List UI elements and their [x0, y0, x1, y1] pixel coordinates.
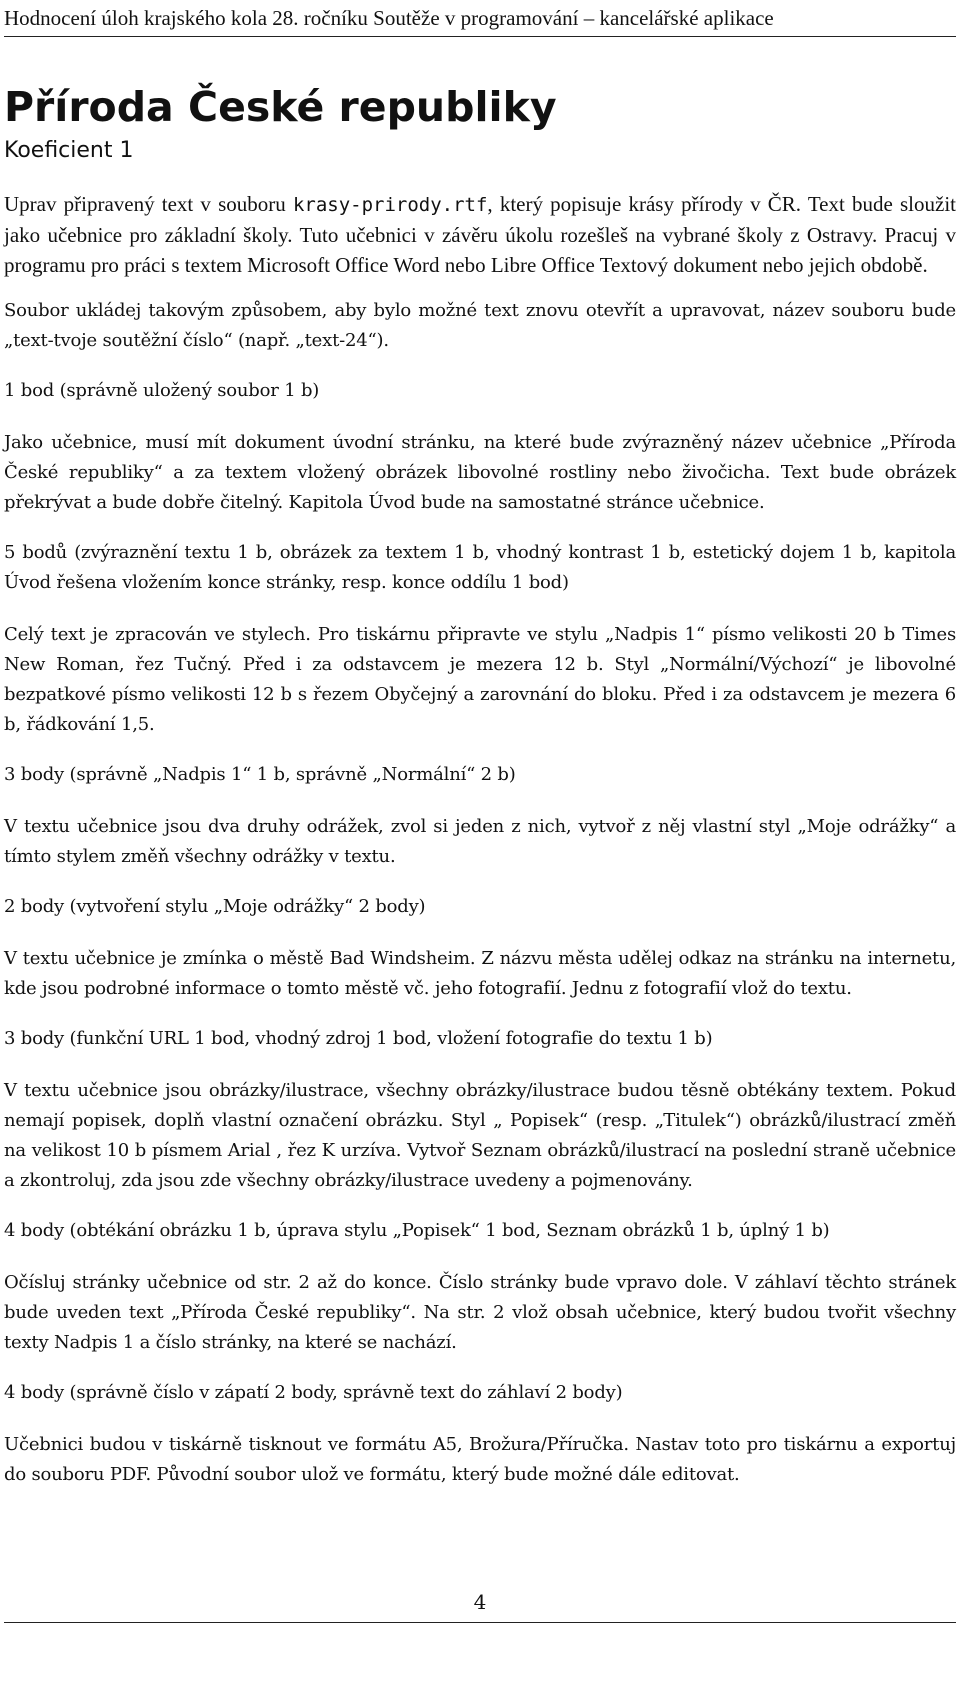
task-body: [4, 296, 956, 1490]
task-paragraph: Jako učebnice, musí mít dokument úvodní stránku, na které bude zvýrazněný název učebnice „Příroda České republiky“ a za textem vložený obrázek libovolné rostliny nebo živočicha. Text bude obrázek překrývat a bude dobře čitelný. Kapitola Úvod bude na samostatné stránce učebnice.: [4, 432, 956, 513]
intro-filename: krasy-prirody.rtf: [292, 194, 488, 216]
footer-divider: [4, 1622, 956, 1623]
running-header: Hodnocení úloh krajského kola 28. ročníku Soutěže v programování – kancelářské aplikace: [4, 0, 956, 37]
score-line: 4 body (obtékání obrázku 1 b, úprava stylu „Popisek“ 1 bod, Seznam obrázků 1 b, úplný 1 b): [4, 1220, 830, 1241]
intro-paragraph: [4, 189, 956, 280]
score-line: 3 body (správně „Nadpis 1“ 1 b, správně „Normální“ 2 b): [4, 764, 516, 785]
intro-text-after: , který popisuje krásy přírody v ČR. Text bude sloužit jako učebnice pro základní školy. Tuto učebnici v závěru úkolu rozešleš na vybrané školy z Ostravy. Pracuj v programu pro práci s textem Microsoft Office Word nebo Libre Office Textový dokument nebo jejich obdobě.: [4, 192, 956, 277]
task-paragraph: V textu učebnice jsou dva druhy odrážek, zvol si jeden z nich, vytvoř z něj vlastní styl „Moje odrážky“ a tímto stylem změň všechny odrážky v textu.: [4, 816, 956, 867]
task-paragraph: V textu učebnice je zmínka o městě Bad Windsheim. Z názvu města udělej odkaz na stránku na internetu, kde jsou podrobné informace o tomto městě vč. jeho fotografií. Jednu z fotografií vlož do textu.: [4, 948, 956, 999]
intro-text-before: Uprav připravený text v souboru: [4, 192, 293, 216]
score-line: 2 body (vytvoření stylu „Moje odrážky“ 2 body): [4, 896, 426, 917]
task-paragraph: Učebnici budou v tiskárně tisknout ve formátu A5, Brožura/Příručka. Nastav toto pro tiskárnu a exportuj do souboru PDF. Původní soubor ulož ve formátu, který bude možné dále editovat.: [4, 1434, 956, 1485]
page-number: 4: [473, 1590, 487, 1614]
score-line: 4 body (správně číslo v zápatí 2 body, správně text do záhlaví 2 body): [4, 1382, 623, 1403]
page-title: Příroda České republiky: [4, 83, 557, 131]
task-paragraph: V textu učebnice jsou obrázky/ilustrace, všechny obrázky/ilustrace budou těsně obtékány textem. Pokud nemají popisek, doplň vlastní označení obrázku. Styl „ Popisek“ (resp. „Titulek“) obrázků/ilustrací změň na velikost 10 b písmem Arial , řez K urzíva. Vytvoř Seznam obrázků/ilustrací na poslední straně učebnice a zkontroluj, zda jsou zde všechny obrázky/ilustrace uvedeny a pojmenovány.: [4, 1080, 956, 1191]
task-paragraph: Celý text je zpracován ve stylech. Pro tiskárnu připravte ve stylu „Nadpis 1“ písmo velikosti 20 b Times New Roman, řez Tučný. Před i za odstavcem je mezera 12 b. Styl „Normální/Výchozí“ je libovolné bezpatkové písmo velikosti 12 b s řezem Obyčejný a zarovnání do bloku. Před i za odstavcem je mezera 6 b, řádkování 1,5.: [4, 624, 956, 735]
task-paragraph: Očísluj stránky učebnice od str. 2 až do konce. Číslo stránky bude vpravo dole. V záhlaví těchto stránek bude uveden text „Příroda České republiky“. Na str. 2 vlož obsah učebnice, který budou tvořit všechny texty Nadpis 1 a číslo stránky, na které se nachází.: [4, 1272, 956, 1353]
score-line: 5 bodů (zvýraznění textu 1 b, obrázek za textem 1 b, vhodný kontrast 1 b, estetický dojem 1 b, kapitola Úvod řešena vložením konce stránky, resp. konce oddílu 1 bod): [4, 542, 956, 593]
score-line: 1 bod (správně uložený soubor 1 b): [4, 380, 320, 401]
coefficient-label: Koeficient 1: [4, 138, 134, 163]
task-paragraph: Soubor ukládej takovým způsobem, aby bylo možné text znovu otevřít a upravovat, název souboru bude „text-tvoje soutěžní číslo“ (např. „text-24“).: [4, 300, 956, 351]
score-line: 3 body (funkční URL 1 bod, vhodný zdroj 1 bod, vložení fotografie do textu 1 b): [4, 1028, 713, 1049]
